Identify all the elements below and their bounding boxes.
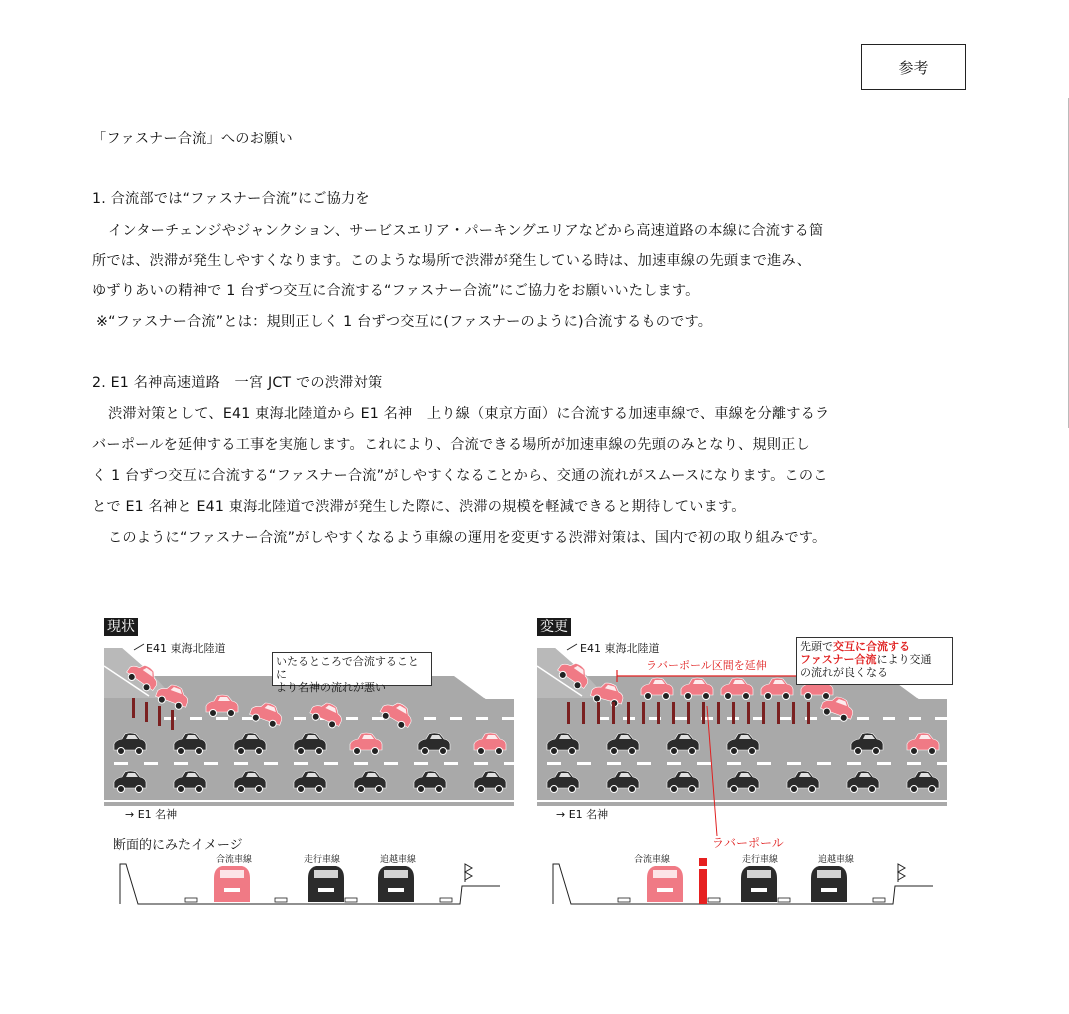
lane-mark	[294, 717, 306, 720]
car-wheel	[629, 748, 636, 755]
rubber-pole	[792, 702, 795, 724]
lane-mark	[502, 717, 514, 720]
lane-mark	[857, 717, 869, 720]
rubber-pole	[132, 698, 135, 718]
rubber-pole	[642, 702, 645, 724]
lane-mark	[727, 762, 741, 765]
lane-mark	[424, 717, 436, 720]
rubber-pole	[171, 710, 174, 730]
rubber-pole	[582, 702, 585, 724]
road-stud	[708, 898, 720, 902]
section1-note: ※“ファスナー合流”とは：規則正しく 1 台ずつ交互に(ファスナーのように)合流するものです。	[96, 314, 713, 330]
car-wheel	[749, 748, 756, 755]
lane-edge	[537, 800, 947, 802]
lane-mark	[847, 762, 861, 765]
label-pointer	[567, 644, 577, 650]
ramp-label: E41 東海北陸道	[146, 642, 226, 655]
car-wheel	[569, 786, 576, 793]
lane-mark	[935, 717, 947, 720]
lane-mark	[937, 762, 951, 765]
changed-state-tag: 変更	[537, 618, 571, 636]
rubber-pole	[687, 702, 690, 724]
rubber-pole	[627, 702, 630, 724]
car-wheel	[703, 693, 710, 700]
car-wheel	[238, 748, 245, 755]
main-road-label: → E1 名神	[556, 808, 609, 821]
car-wheel	[645, 693, 652, 700]
road-stud	[275, 898, 287, 902]
car-rear-window	[747, 870, 771, 878]
car-wheel	[298, 748, 305, 755]
car-wheel	[298, 786, 305, 793]
rubber-pole-cross	[699, 858, 707, 904]
section2-line: このように“ファスナー合流”がしやすくなるよう車線の運用を変更する渋滞対策は、国内で初の取り組みです。	[108, 530, 827, 546]
road-stud	[440, 898, 452, 902]
car-wheel	[869, 786, 876, 793]
car-wheel	[851, 786, 858, 793]
rubber-pole	[597, 702, 600, 724]
congestion-callout: いたるところで合流することに より名神の流れが悪い	[272, 652, 432, 686]
lane-mark	[324, 762, 338, 765]
car-wheel	[611, 748, 618, 755]
car-wheel	[210, 710, 217, 717]
section2-line: バーポールを延伸する工事を実施します。これにより、合流できる場所が加速車線の先頭のみとなり、規則正し	[92, 437, 810, 453]
main-road-label: → E1 名神	[125, 808, 178, 821]
car-wheel	[118, 748, 125, 755]
section2-line: く 1 台ずつ交互に合流する“ファスナー合流”がしやすくなることから、交通の流れがスムースになります。このこ	[92, 468, 828, 484]
rubber-pole	[158, 706, 161, 726]
car-wheel	[783, 693, 790, 700]
section1-line: 所では、渋滞が発生しやすくなります。このような場所で渋滞が発生している時は、加速車線の先頭まで進み、	[92, 253, 812, 269]
ramp-label: E41 東海北陸道	[580, 642, 660, 655]
lane-mark	[577, 762, 591, 765]
rubber-pole	[145, 702, 148, 722]
lane-mark	[444, 762, 458, 765]
lane-mark	[384, 762, 398, 765]
car-wheel	[911, 786, 918, 793]
lane-mark	[607, 762, 621, 765]
lane-label-merge: 合流車線	[216, 855, 253, 865]
car-wheel	[791, 786, 798, 793]
rubber-pole	[612, 702, 615, 724]
car-wheel	[136, 748, 143, 755]
lane-mark	[264, 762, 278, 765]
lane-edge	[104, 800, 514, 802]
road-stud	[345, 898, 357, 902]
lane-label-driving: 走行車線	[304, 855, 341, 865]
lane-mark	[164, 717, 176, 720]
car-wheel	[256, 748, 263, 755]
car-wheel	[765, 693, 772, 700]
car-wheel	[136, 786, 143, 793]
car-wheel	[929, 748, 936, 755]
car-wheel	[873, 748, 880, 755]
car-rear-window	[653, 870, 677, 878]
lane-mark	[817, 762, 831, 765]
car-plate	[821, 888, 837, 892]
road-stud	[185, 898, 197, 902]
car-wheel	[496, 786, 503, 793]
car-wheel	[809, 786, 816, 793]
car-wheel	[316, 786, 323, 793]
car-wheel	[611, 786, 618, 793]
car-wheel	[376, 786, 383, 793]
road-stud	[778, 898, 790, 902]
car-wheel	[496, 748, 503, 755]
section1-line: ゆずりあいの精神で 1 台ずつ交互に合流する“ファスナー合流”にご協力をお願いいたします。	[92, 283, 700, 299]
car-wheel	[178, 786, 185, 793]
rubber-pole	[567, 702, 570, 724]
section2-line: とで E1 名神と E41 東海北陸道で渋滞が発生した際に、渋滞の規模を軽減できると期待しています。	[92, 499, 746, 515]
car-wheel	[725, 693, 732, 700]
lane-label-merge: 合流車線	[634, 855, 671, 865]
lane-mark	[667, 762, 681, 765]
car-plate	[224, 888, 240, 892]
car-wheel	[629, 786, 636, 793]
car-wheel	[855, 748, 862, 755]
car-wheel	[440, 748, 447, 755]
car-wheel	[551, 748, 558, 755]
lane-mark	[787, 762, 801, 765]
lane-mark	[450, 717, 462, 720]
lane-mark	[294, 762, 308, 765]
car-wheel	[911, 748, 918, 755]
current-state-tag: 現状	[104, 618, 138, 636]
car-wheel	[354, 748, 361, 755]
car-wheel	[196, 748, 203, 755]
car-wheel	[238, 786, 245, 793]
rubber-pole	[717, 702, 720, 724]
car-rear-window	[314, 870, 338, 878]
car-wheel	[478, 786, 485, 793]
car-wheel	[663, 693, 670, 700]
lane-label-passing: 追越車線	[380, 855, 417, 865]
car-rear-window	[817, 870, 841, 878]
label-pointer	[134, 644, 144, 650]
car-wheel	[749, 786, 756, 793]
sign-post	[898, 864, 905, 882]
car-wheel	[685, 693, 692, 700]
car-wheel	[118, 786, 125, 793]
car-wheel	[422, 748, 429, 755]
reference-badge: 参考	[861, 44, 966, 90]
lane-label-passing: 追越車線	[818, 855, 855, 865]
rubber-pole	[657, 702, 660, 724]
car-wheel	[256, 786, 263, 793]
lane-mark	[216, 717, 228, 720]
car-wheel	[805, 693, 812, 700]
lane-mark	[675, 717, 687, 720]
improvement-callout: 先頭で交互に合流する ファスナー合流により交通 の流れが良くなる	[796, 637, 953, 685]
car-wheel	[689, 748, 696, 755]
lane-label-driving: 走行車線	[742, 855, 779, 865]
lane-mark	[346, 717, 358, 720]
extend-label: ラバーポール区間を延伸	[646, 659, 767, 672]
car-wheel	[743, 693, 750, 700]
car-wheel	[228, 710, 235, 717]
car-wheel	[689, 786, 696, 793]
road-stud	[873, 898, 885, 902]
car-wheel	[671, 748, 678, 755]
lane-mark	[476, 717, 488, 720]
rubber-pole	[747, 702, 750, 724]
lane-mark	[779, 717, 791, 720]
car-wheel	[418, 786, 425, 793]
rubber-pole	[777, 702, 780, 724]
lane-mark	[547, 762, 561, 765]
lane-mark	[805, 717, 817, 720]
rubber-pole	[672, 702, 675, 724]
sign-post	[465, 864, 472, 882]
section1-line: インターチェンジやジャンクション、サービスエリア・パーキングエリアなどから高速道路の本線に合流する箇	[108, 223, 824, 239]
car-rear-window	[384, 870, 408, 878]
rubber-pole	[762, 702, 765, 724]
section-view-title: 断面的にみたイメージ	[113, 838, 243, 853]
current-cross-section	[120, 858, 520, 908]
lane-mark	[909, 717, 921, 720]
car-wheel	[196, 786, 203, 793]
car-wheel	[372, 748, 379, 755]
car-wheel	[551, 786, 558, 793]
car-wheel	[436, 786, 443, 793]
changed-cross-section	[553, 858, 953, 908]
lane-mark	[144, 762, 158, 765]
section2-title: 2. E1 名神高速道路 一宮 JCT での渋滞対策	[92, 375, 383, 391]
lane-mark	[414, 762, 428, 765]
car-plate	[318, 888, 334, 892]
car-plate	[657, 888, 673, 892]
lane-mark	[877, 762, 891, 765]
lane-mark	[234, 762, 248, 765]
lane-mark	[174, 762, 188, 765]
car-wheel	[316, 748, 323, 755]
car-wheel	[731, 786, 738, 793]
car-wheel	[731, 748, 738, 755]
car-wheel	[671, 786, 678, 793]
car-wheel	[478, 748, 485, 755]
car-wheel	[178, 748, 185, 755]
lane-mark	[907, 762, 921, 765]
car-wheel	[929, 786, 936, 793]
lane-mark	[637, 762, 651, 765]
road-stud	[618, 898, 630, 902]
lane-mark	[697, 762, 711, 765]
section1-title: 1. 合流部では“ファスナー合流”にご協力を	[92, 191, 370, 207]
pole-stripe	[699, 866, 707, 869]
lane-mark	[474, 762, 488, 765]
lane-mark	[190, 717, 202, 720]
car-plate	[388, 888, 404, 892]
page-heading: 「ファスナー合流」へのお願い	[92, 131, 293, 147]
rubber-pole	[732, 702, 735, 724]
lane-mark	[504, 762, 518, 765]
car-rear-window	[220, 870, 244, 878]
car-wheel	[569, 748, 576, 755]
car-wheel	[823, 693, 830, 700]
lane-mark	[757, 762, 771, 765]
lane-mark	[204, 762, 218, 765]
car-plate	[751, 888, 767, 892]
lane-mark	[354, 762, 368, 765]
section2-line: 渋滞対策として、E41 東海北陸道から E1 名神 上り線（東京方面）に合流する加速車線で、車線を分離するラ	[108, 406, 830, 422]
rubber-pole	[807, 702, 810, 724]
rubber-pole	[702, 702, 705, 724]
lane-mark	[883, 717, 895, 720]
lane-mark	[114, 762, 128, 765]
car-wheel	[358, 786, 365, 793]
rubber-pole-label: ラバーポール	[712, 836, 784, 850]
